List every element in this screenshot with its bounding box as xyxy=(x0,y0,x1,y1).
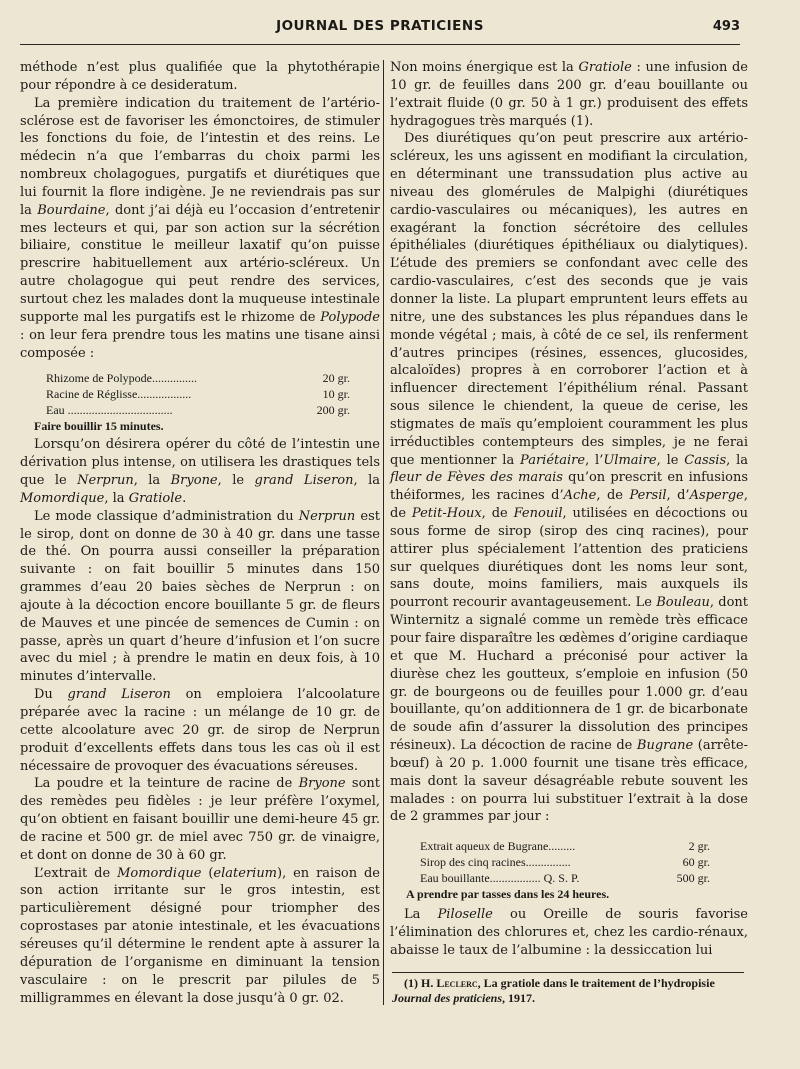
recipe-row: Eau bouillante................. Q. S. P. 500 gr. xyxy=(420,871,710,886)
recipe-row: Rhizome de Polypode............... 20 gr. xyxy=(46,371,350,386)
left-column xyxy=(20,59,380,1007)
recipe-row: Eau ................................... 200 gr. xyxy=(46,403,350,418)
recipe-row: Racine de Réglisse.................. 10 gr. xyxy=(46,387,350,402)
paragraph: La poudre et la teinture de racine de Bryone sont des remèdes peu fidèles : je leur préfère l’oxymel, qu’on obtient en faisant bouillir une demi-heure 45 gr. de racine et 500 gr. de miel avec 750 gr. de vinaigre, et dont on donne de 30 à 60 gr. xyxy=(20,776,380,863)
footnote: (1) H. Leclerc, La gratiole dans le traitement de l’hydropisie Journal des praticiens, 1917. xyxy=(392,976,715,1005)
recipe-bugrane xyxy=(406,838,748,902)
recipe-polypode xyxy=(34,370,380,434)
paragraph: La Piloselle ou Oreille de souris favorise l’élimination des chlorures et, chez les cardio-rénaux, abaisse le taux de l’albumine : la dessiccation lui xyxy=(390,907,749,958)
recipe-instruction: Faire bouillir 15 minutes. xyxy=(34,419,164,434)
page-header xyxy=(20,18,740,40)
recipe-instruction: A prendre par tasses dans les 24 heures. xyxy=(406,887,610,902)
paragraph: méthode n’est plus qualifiée que la phytothérapie pour répondre à ce desideratum. xyxy=(20,60,380,93)
right-column xyxy=(390,59,748,960)
paragraph: Non moins énergique est la Gratiole : une infusion de 10 gr. de feuilles dans 200 gr. d’eau bouillante ou l’extrait fluide (0 gr. 50 à 1 gr.) produisent des effets hydragogues très marqués (1). xyxy=(390,60,748,129)
paragraph: La première indication du traitement de l’artério-sclérose est de favoriser les émonctoires, de stimuler les fonctions du foie, de l’intestin et des reins. Le médecin n’a que l’embarras du choix parmi les nombreux cholagogues, purgatifs et diurétiques que lui fournit la flore indigène. Je ne reviendrais pas sur la Bourdaine, dont j’ai déjà eu l’occasion d’entretenir mes lecteurs et qui, par son action sur la sécrétion biliaire, constitue le meilleur laxatif qu’on puisse prescrire habituellement aux artério-scléreux. Un autre cholagogue qui peut rendre des services, surtout chez les malades dont la muqueuse intestinale supporte mal les purgatifs est le rhizome de Polypode : on leur fera prendre tous les matins une tisane ainsi composée : xyxy=(20,95,380,361)
paragraph: Des diurétiques qu’on peut prescrire aux artério-scléreux, les uns agissent en modifiant la circulation, en déterminant une transsudation plus active au niveau des glomérules de Malpighi (diurétiques cardio-vasculaires ou mécaniques), les autres en exagérant la fonction sécrétoire des cellules épithéliales (diurétiques épithéliaux ou dialytiques). L’étude des premiers se confondant avec celle des cardio-vasculaires, c’est des seconds que je vais donner la liste. La plupart empruntent leurs effets au nitre, une des substances les plus répandues dans le monde végétal ; mais, à côté de ce sel, ils renferment d’autres principes (résines, essences, glucosides, alcaloïdes) propres à en corroborer l’action et à influencer directement l’épithélium rénal. Passant sous silence le chiendent, la queue de cerise, les stigmates de maïs qu’emploient couramment les plus irréductibles contempteurs des simples, je ne ferai que mentionner la Pariétaire, l’Ulmaire, le Cassis, la fleur de Fèves des marais qu’on prescrit en infusions théiformes, les racines d’Ache, de Persil, d’Asperge, de Petit-Houx, de Fenouil, utilisées en décoctions ou sous forme de sirop (sirop des cinq racines), pour attirer plus spécialement l’attention des praticiens sur quelques diurétiques dont les noms leur sont, sans doute, moins familiers, mais auxquels ils pourront recourir avantageusement. Le Bouleau, dont Winternitz a signalé comme un remède très efficace pour faire disparaître les œdèmes d’origine cardiaque et que M. Huchard a préconisé pour activer la diurèse chez les goutteux, s’emploie en infusion (50 gr. de bourgeons ou de feuilles pour 1.000 gr. d’eau bouillante, qu’on additionnera de 1 gr. de bicarbonate de soude afin d’assurer la dissolution des principes résineux). La décoction de racine de Bugrane (arrête-bœuf) à 20 p. 1.000 fournit une tisane très efficace, mais dont la saveur désagréable rebute souvent les malades : on pourra lui substituer l’extrait à la dose de 2 grammes par jour : xyxy=(390,131,749,825)
footnote-rule xyxy=(392,972,744,973)
paragraph: Lorsqu’on désirera opérer du côté de l’intestin une dérivation plus intense, on utilisera les drastiques tels que le Nerprun, la Bryone, le grand Liseron, la Momordique, la Gratiole. xyxy=(20,437,380,506)
journal-title: JOURNAL DES PRATICIENS xyxy=(276,18,484,34)
paragraph: L’extrait de Momordique (elaterium), en raison de son action irritante sur le gros intestin, est particulièrement désigné pour triompher des coprostases par atonie intestinale, et les évacuations séreuses qu’il détermine le rendent apte à assurer la dépuration de l’organisme en diminuant la tension vasculaire : on le prescrit par pilules de 5 milligrammes en élevant la dose jusqu’à 0 gr. 02. xyxy=(20,865,380,1006)
column-divider xyxy=(383,60,384,1005)
paragraph: Le mode classique d’administration du Nerprun est le sirop, dont on donne de 30 à 40 gr. dans une tasse de thé. On pourra aussi conseiller la préparation suivante : on fait bouillir 5 minutes dans 150 grammes d’eau 20 baies sèches de Nerprun : on ajoute à la décoction encore bouillante 5 gr. de fleurs de Mauves et une pincée de semences de Cumin : on passe, après un quart d’heure d’infusion et l’on sucre avec du miel ; à prendre le matin en deux fois, à 10 minutes d’intervalle. xyxy=(20,508,380,685)
header-rule xyxy=(20,44,740,45)
recipe-row: Sirop des cinq racines............... 60 gr. xyxy=(420,855,710,870)
recipe-row: Extrait aqueux de Bugrane......... 2 gr. xyxy=(420,839,710,854)
page-number: 493 xyxy=(712,19,740,34)
paragraph: Du grand Liseron on emploiera l’alcoolature préparée avec la racine : un mélange de 10 gr. de cette alcoolature avec 20 gr. de sirop de Nerprun produit d’excellents effets dans tous les cas où il est nécessaire de provoquer des évacuations séreuses. xyxy=(20,687,380,774)
